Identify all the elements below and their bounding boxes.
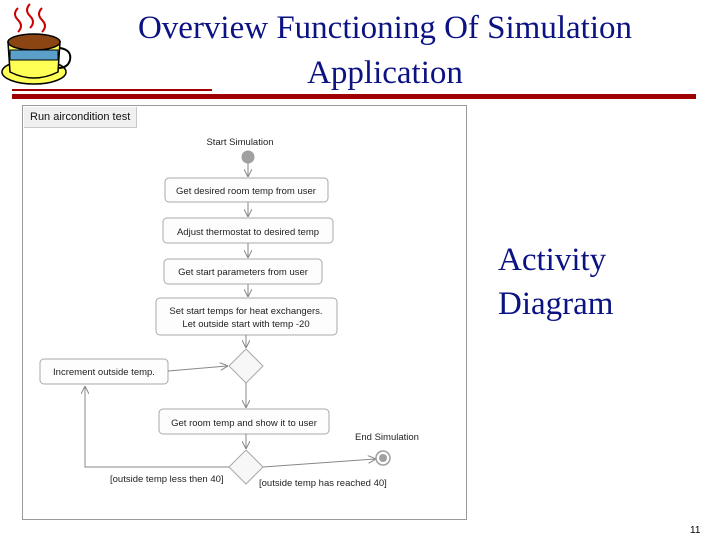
title-line-2: Application [307, 55, 463, 91]
action-label: Adjust thermostat to desired temp [176, 227, 320, 238]
coffee-cup-logo [0, 0, 75, 95]
action-label: Get start parameters from user [178, 267, 308, 278]
action-label: Increment outside temp. [53, 367, 155, 378]
title-divider-thin [12, 89, 212, 91]
slide-title [95, 6, 675, 96]
merge-node [229, 349, 263, 383]
end-node-core [379, 454, 387, 462]
action-label: Get room temp and show it to user [171, 418, 317, 429]
page-number: 11 [690, 525, 701, 536]
guard-loop: [outside temp less then 40] [110, 474, 224, 485]
activity-diagram [22, 105, 467, 520]
end-label: End Simulation [355, 432, 419, 443]
start-node [242, 151, 255, 164]
caption-line-2: Diagram [498, 286, 614, 322]
activity-diagram-caption [498, 238, 613, 326]
guard-exit: [outside temp has reached 40] [259, 478, 387, 489]
action-label-line-2: Let outside start with temp -20 [182, 319, 310, 330]
title-line-1: Overview Functioning Of Simulation [137, 10, 633, 46]
title-divider [12, 94, 696, 99]
action-label-line-1: Set start temps for heat exchangers. [169, 306, 323, 317]
diagram-tab[interactable]: Run aircondition test [24, 107, 137, 128]
start-label: Start Simulation [206, 137, 274, 148]
action-label: Get desired room temp from user [176, 186, 316, 197]
caption-line-1: Activity [498, 242, 607, 278]
decision-node [229, 450, 263, 484]
